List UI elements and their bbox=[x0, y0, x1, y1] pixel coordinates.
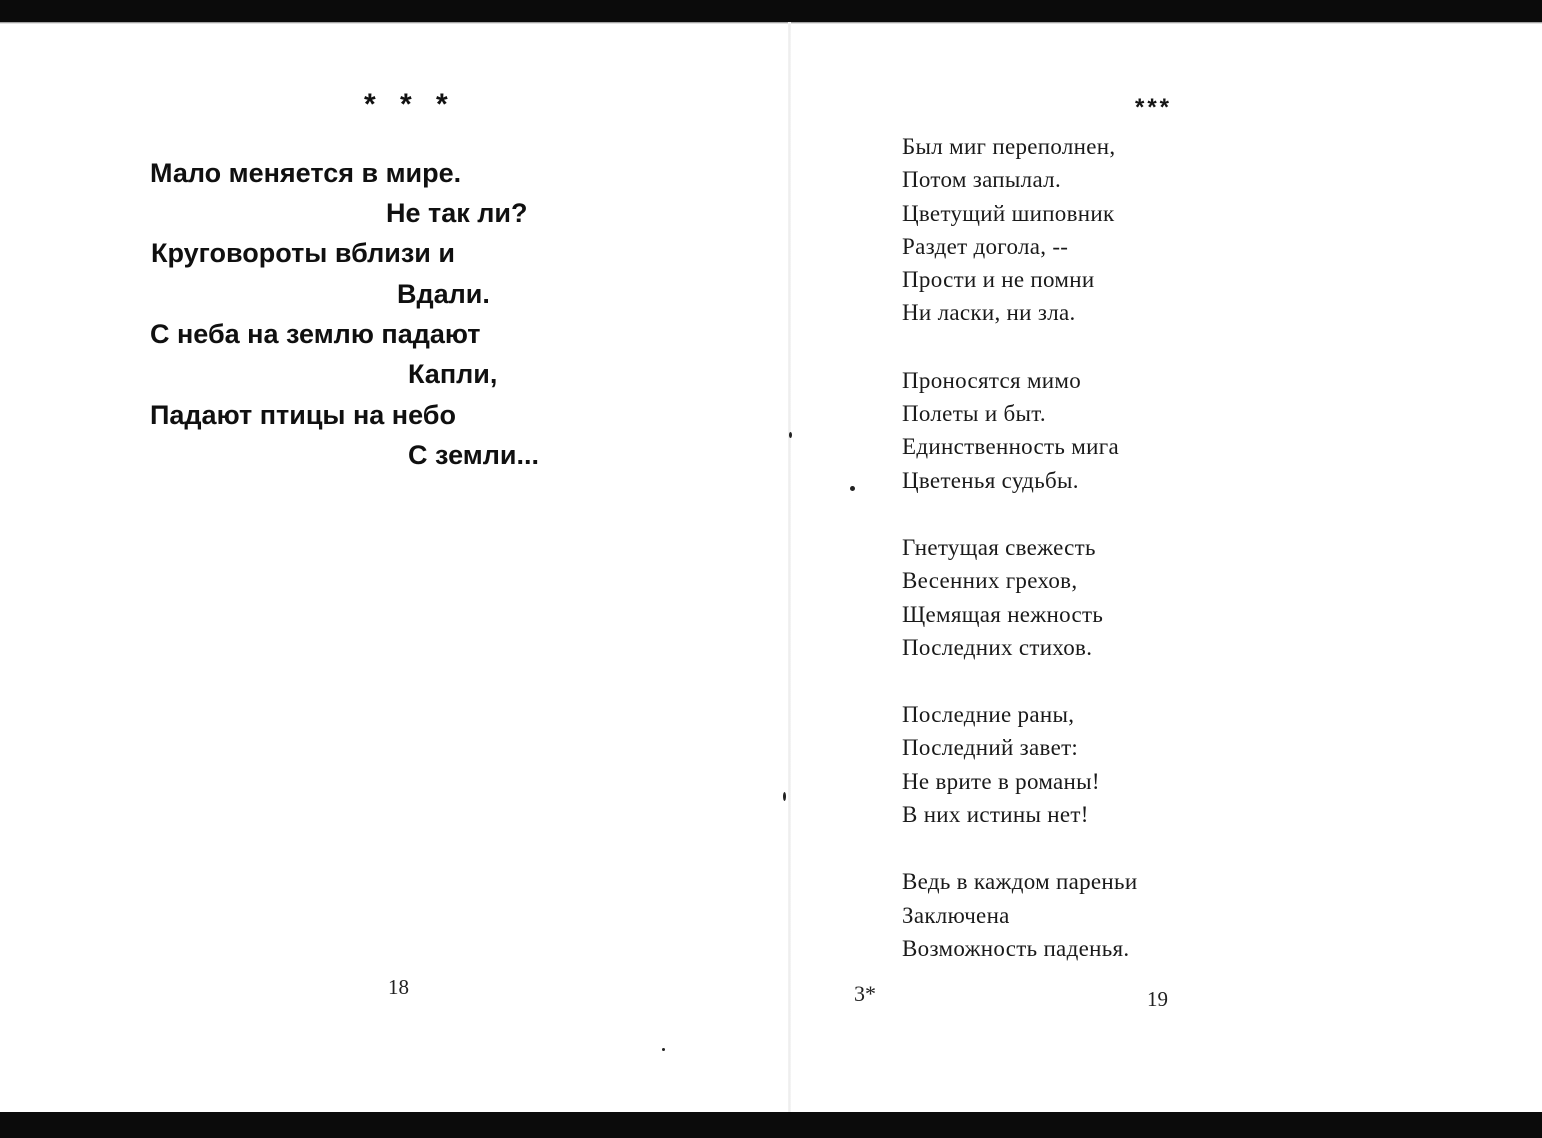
stanza bbox=[902, 531, 1322, 664]
stanza bbox=[902, 130, 1322, 330]
poem-line: Гнетущая свежесть bbox=[902, 534, 1096, 560]
poem-line: Был миг переполнен, bbox=[902, 134, 1116, 159]
poem-line: Последние раны, bbox=[902, 702, 1075, 728]
poem-line: Весенних грехов, bbox=[902, 568, 1078, 594]
poem-line: С неба на землю падают bbox=[150, 319, 481, 349]
stanza bbox=[902, 698, 1322, 831]
poem-line: Щемящая нежность bbox=[902, 601, 1104, 627]
scan-border-bottom bbox=[0, 1112, 1542, 1138]
dust-speck bbox=[789, 432, 792, 438]
poem-line: Цветенья судьбы. bbox=[902, 467, 1079, 493]
poem-line: Проносятся мимо bbox=[902, 367, 1082, 393]
dust-speck bbox=[850, 486, 855, 491]
poem-line: Вдали. bbox=[397, 279, 490, 309]
poem-line: Единственность мига bbox=[902, 434, 1119, 460]
page-number: 18 bbox=[388, 975, 409, 999]
right-page bbox=[791, 22, 1542, 1112]
poem-line: С земли... bbox=[408, 440, 539, 470]
poem-line: Не врите в романы! bbox=[902, 768, 1100, 794]
scan-border-top bbox=[0, 0, 1542, 22]
section-ornament: * * * bbox=[364, 88, 456, 121]
poem-line: Ведь в каждом пареньи bbox=[902, 869, 1138, 895]
poem-line: Круговороты вблизи и bbox=[151, 238, 455, 268]
poem-line: Падают птицы на небо bbox=[150, 400, 456, 430]
poem-line: Цветущий шиповник bbox=[902, 200, 1115, 226]
poem bbox=[902, 130, 1322, 999]
poem-line: Заключена bbox=[902, 902, 1010, 928]
poem-line: Потом запылал. bbox=[902, 167, 1061, 193]
page-number: 19 bbox=[1147, 987, 1168, 1011]
poem-line: Ни ласки, ни зла. bbox=[902, 300, 1076, 326]
stanza bbox=[902, 364, 1322, 497]
poem-line: Не так ли? bbox=[386, 198, 528, 228]
dust-speck bbox=[662, 1048, 665, 1051]
poem-line: Раздет догола, -- bbox=[902, 233, 1069, 259]
poem-line: Капли, bbox=[408, 359, 498, 389]
dust-speck bbox=[783, 792, 786, 801]
poem-line: Полеты и быт. bbox=[902, 401, 1046, 427]
poem-line: Прости и не помни bbox=[902, 267, 1095, 293]
stanza bbox=[902, 865, 1322, 965]
poem-line: Последний завет: bbox=[902, 735, 1079, 761]
poem-line: Последних стихов. bbox=[902, 634, 1093, 660]
poem-line: Мало меняется в мире. bbox=[150, 158, 462, 188]
left-page bbox=[0, 22, 788, 1112]
poem-line: В них истины нет! bbox=[902, 802, 1089, 828]
signature-mark: 3* bbox=[854, 981, 876, 1006]
poem-line: Возможность паденья. bbox=[902, 935, 1130, 961]
section-ornament: *** bbox=[1135, 94, 1173, 121]
